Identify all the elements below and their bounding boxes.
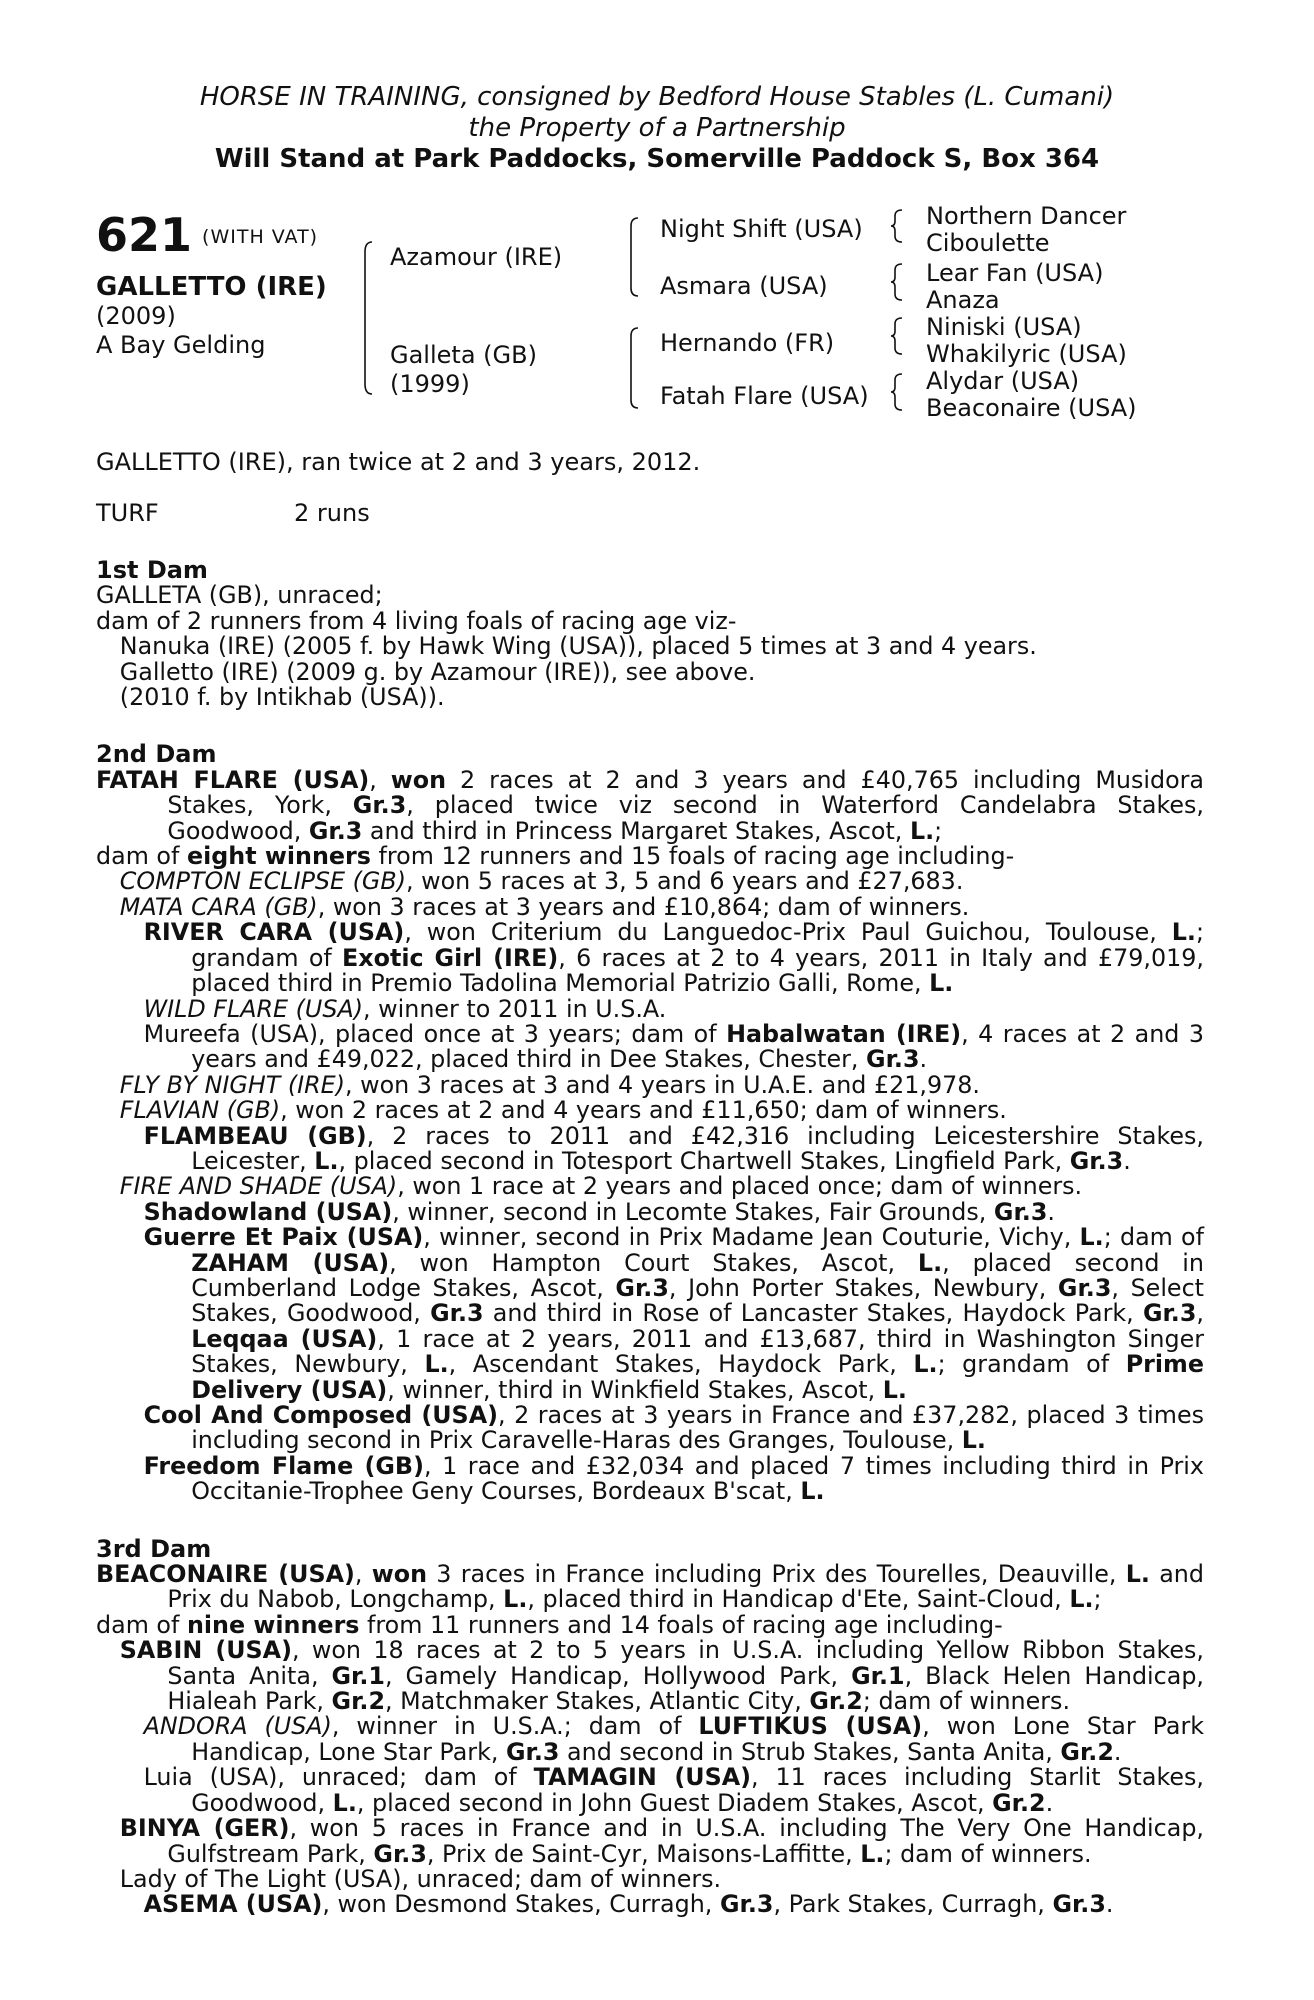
- horse-year: (2009): [96, 302, 176, 330]
- family-entry: Luia (USA), unraced; dam of TAMAGIN (USA), 11 races including Starlit Stakes, Goodwood, L., placed second in John Guest Diadem Stakes, Ascot, Gr.2.: [143, 1763, 1204, 1817]
- pedigree-sss: Northern Dancer: [926, 202, 1127, 230]
- family-entry: dam of nine winners from 11 runners and 14 foals of racing age including-: [96, 1610, 1003, 1639]
- pedigree-sds: Lear Fan (USA): [926, 259, 1104, 287]
- pedigree-dam-year: (1999): [390, 370, 470, 398]
- section-gap: [96, 1505, 1204, 1527]
- pedigree-ssd: Ciboulette: [926, 229, 1050, 257]
- pedigree-dsd: Whakilyric (USA): [926, 340, 1127, 368]
- family-entry: RIVER CARA (USA), won Criterium du Languedoc-Prix Paul Guichou, Toulouse, L.; grandam of Exotic Girl (IRE), 6 races at 2 to 4 years, 2011 in Italy and £79,019, placed third in Premio Tadolina Memorial Patrizio Galli, Rome, L.: [143, 918, 1204, 998]
- pedigree-bracket-ds: [891, 316, 905, 356]
- vat-label: (WITH VAT): [202, 226, 319, 248]
- pedigree-sire: Azamour (IRE): [390, 243, 563, 271]
- consignor-line: HORSE IN TRAINING, consigned by Bedford House Stables (L. Cumani): [199, 82, 1115, 112]
- pedigree-sire-sire: Night Shift (USA): [660, 215, 863, 243]
- turf-label: TURF: [96, 499, 159, 527]
- family-entry: Cool And Composed (USA), 2 races at 3 years in France and £37,282, placed 3 times including second in Prix Caravelle-Haras des Granges, Toulouse, L.: [143, 1401, 1204, 1455]
- horse-name: GALLETTO (IRE): [96, 272, 327, 302]
- pedigree-bracket-dd: [891, 372, 905, 412]
- family-entry: FLAVIAN (GB), won 2 races at 2 and 4 years and £11,650; dam of winners.: [119, 1096, 1007, 1125]
- pedigree-bracket-gen1: [362, 238, 376, 398]
- family-entry: ASEMA (USA), won Desmond Stakes, Curragh, Gr.3, Park Stakes, Curragh, Gr.3.: [143, 1890, 1114, 1919]
- family-entry: FLAMBEAU (GB), 2 races to 2011 and £42,316 including Leicestershire Stakes, Leicester, L., placed second in Totesport Chartwell Stakes, Lingfield Park, Gr.3.: [143, 1121, 1204, 1175]
- family-entry: SABIN (USA), won 18 races at 2 to 5 years in U.S.A. including Yellow Ribbon Stakes, Santa Anita, Gr.1, Gamely Handicap, Hollywood Park, Gr.1, Black Helen Handicap, Hialeah Park, Gr.2, Matchmaker Stakes, Atlantic City, Gr.2; dam of winners.: [119, 1636, 1204, 1716]
- family-entry: Guerre Et Paix (USA), winner, second in Prix Madame Jean Couturie, Vichy, L.; dam of ZAHAM (USA), won Hampton Court Stakes, Ascot, L., placed second in Cumberland Lodge Stakes, Ascot, Gr.3, John Porter Stakes, Newbury, Gr.3, Select Stakes, Goodwood, Gr.3 and third in Rose of Lancaster Stakes, Haydock Park, Gr.3, Leqqaa (USA), 1 race at 2 years, 2011 and £13,687, third in Washington Singer Stakes, Newbury, L., Ascendant Stakes, Haydock Park, L.; grandam of Prime Delivery (USA), winner, third in Winkfield Stakes, Ascot, L.: [143, 1223, 1205, 1404]
- family-history: [96, 548, 1204, 1918]
- pedigree-dam-dam: Fatah Flare (USA): [660, 382, 869, 410]
- family-entry: FIRE AND SHADE (USA), won 1 race at 2 years and placed once; dam of winners.: [119, 1172, 1083, 1201]
- pedigree-sire-dam: Asmara (USA): [660, 272, 828, 300]
- family-entry: ANDORA (USA), winner in U.S.A.; dam of LUFTIKUS (USA), won Lone Star Park Handicap, Lone Star Park, Gr.3 and second in Strub Stakes, Santa Anita, Gr.2.: [143, 1712, 1205, 1766]
- family-entry: WILD FLARE (USA), winner to 2011 in U.S.A.: [143, 994, 667, 1023]
- family-entry: FATAH FLARE (USA), won 2 races at 2 and 3 years and £40,765 including Musidora Stakes, York, Gr.3, placed twice viz second in Waterford Candelabra Stakes, Goodwood, Gr.3 and third in Princess Margaret Stakes, Ascot, L.;: [96, 765, 1205, 845]
- family-entry: dam of 2 runners from 4 living foals of racing age viz-: [96, 606, 737, 635]
- family-entry: dam of eight winners from 12 runners and 15 foals of racing age including-: [96, 842, 1015, 871]
- property-line: the Property of a Partnership: [468, 113, 846, 143]
- family-entry: Shadowland (USA), winner, second in Lecomte Stakes, Fair Grounds, Gr.3.: [143, 1197, 1055, 1226]
- turf-runs: 2 runs: [294, 499, 370, 527]
- family-entry: (2010 f. by Intikhab (USA)).: [119, 683, 445, 712]
- family-entry: Nanuka (IRE) (2005 f. by Hawk Wing (USA)), placed 5 times at 3 and 4 years.: [119, 632, 1037, 661]
- pedigree-dam-sire: Hernando (FR): [660, 329, 835, 357]
- section-title: 3rd Dam: [96, 1534, 212, 1563]
- location-line: Will Stand at Park Paddocks, Somerville Paddock S, Box 364: [214, 144, 1100, 174]
- lot-number-block: [96, 210, 318, 262]
- family-entry: Galletto (IRE) (2009 g. by Azamour (IRE)), see above.: [119, 657, 756, 686]
- section-title: 2nd Dam: [96, 740, 217, 769]
- pedigree-dss: Niniski (USA): [926, 313, 1082, 341]
- pedigree-bracket-sd: [891, 262, 905, 302]
- lot-number: 621: [96, 208, 193, 262]
- family-entry: BINYA (GER), won 5 races in France and in U.S.A. including The Very One Handicap, Gulfstream Park, Gr.3, Prix de Saint-Cyr, Maisons-Laffitte, L.; dam of winners.: [119, 1814, 1204, 1868]
- pedigree-dam: Galleta (GB): [390, 341, 537, 369]
- pedigree-bracket-dam: [628, 326, 642, 410]
- family-entry: COMPTON ECLIPSE (GB), won 5 races at 3, 5 and 6 years and £27,683.: [119, 867, 964, 896]
- family-entry: Freedom Flame (GB), 1 race and £32,034 and placed 7 times including third in Prix Occitanie-Trophee Geny Courses, Bordeaux B'scat, L.: [143, 1451, 1205, 1506]
- pedigree-dds: Alydar (USA): [926, 367, 1080, 395]
- horse-description: A Bay Gelding: [96, 331, 266, 359]
- pedigree-sdd: Anaza: [926, 286, 1000, 314]
- family-entry: BEACONAIRE (USA), won 3 races in France including Prix des Tourelles, Deauville, L. and Prix du Nabob, Longchamp, L., placed third in Handicap d'Ete, Saint-Cloud, L.;: [96, 1560, 1204, 1614]
- pedigree-ddd: Beaconaire (USA): [926, 394, 1137, 422]
- family-entry: MATA CARA (GB), won 3 races at 3 years and £10,864; dam of winners.: [119, 892, 970, 921]
- section-title: 1st Dam: [96, 556, 208, 584]
- pedigree-bracket-sire: [628, 216, 642, 298]
- family-entry: FLY BY NIGHT (IRE), won 3 races at 3 and 4 years in U.A.E. and £21,978.: [119, 1070, 980, 1099]
- race-summary: GALLETTO (IRE), ran twice at 2 and 3 years, 2012.: [96, 448, 701, 476]
- pedigree-bracket-ss: [891, 208, 905, 244]
- family-entry: GALLETA (GB), unraced;: [96, 581, 383, 610]
- section-gap: [96, 710, 1204, 732]
- family-entry: Mureefa (USA), placed once at 3 years; dam of Habalwatan (IRE), 4 races at 2 and 3 years and £49,022, placed third in Dee Stakes, Chester, Gr.3.: [143, 1019, 1204, 1074]
- family-entry: Lady of The Light (USA), unraced; dam of winners.: [119, 1864, 722, 1893]
